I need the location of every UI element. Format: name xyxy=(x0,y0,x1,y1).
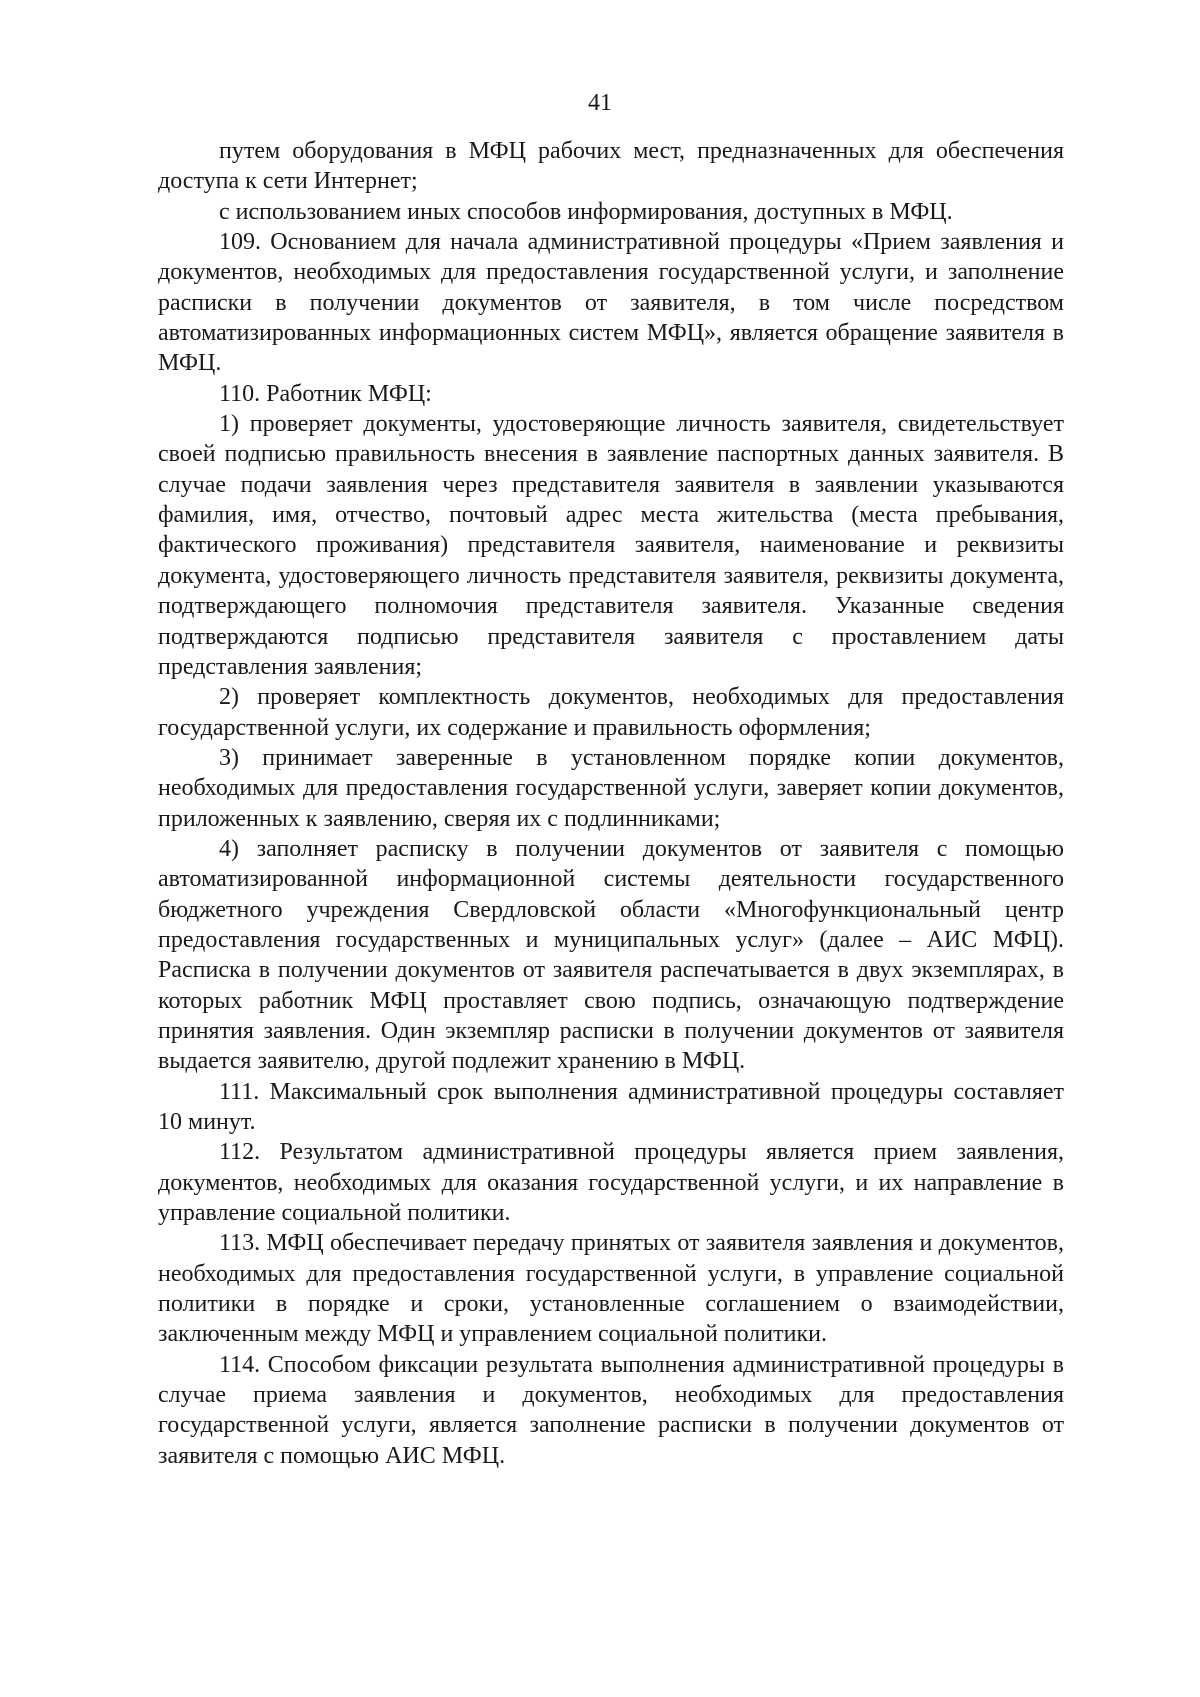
paragraph-112: 112. Результатом административной процедуры является прием заявления, документов, необходимых для оказания государственной услуги, и их направление в управление социальной политики. xyxy=(158,1139,1064,1227)
paragraph-111: 111. Максимальный срок выполнения административной процедуры составляет 10 минут. xyxy=(158,1078,1064,1135)
paragraph-114: 114. Способом фиксации результата выполнения административной процедуры в случае приема заявления и документов, необходимых для предоставления государственной услуги, является заполнение расписки в получении документов от заявителя с помощью АИС МФЦ. xyxy=(158,1351,1064,1469)
paragraph-110: 110. Работник МФЦ: xyxy=(219,380,432,407)
paragraph-109: 109. Основанием для начала административной процедуры «Прием заявления и документов, необходимых для предоставления государственной услуги, и заполнение расписки в получении документов от заявителя, в том числе посредством автоматизированных информационных систем МФЦ», является обращение заявителя в МФЦ. xyxy=(158,229,1064,377)
paragraph-110-item-1: 1) проверяет документы, удостоверяющие личность заявителя, свидетельствует своей подписью правильность внесения в заявление паспортных данных заявителя. В случае подачи заявления через представителя заявителя в заявлении указываются фамилия, имя, отчество, почтовый адрес места жительства (места пребывания, фактического проживания) представителя заявителя, наименование и реквизиты документа, удостоверяющего личность представителя заявителя, реквизиты документа, подтверждающего полномочия представителя заявителя. Указанные сведения подтверждаются подписью представителя заявителя с проставлением даты представления заявления; xyxy=(158,411,1064,680)
paragraph-110-item-4: 4) заполняет расписку в получении документов от заявителя с помощью автоматизированной информационной системы деятельности государственного бюджетного учреждения Свердловской области «Многофункциональный центр предоставления государственных и муниципальных услуг» (далее – АИС МФЦ). Расписка в получении документов от заявителя распечатывается в двух экземплярах, в которых работник МФЦ проставляет свою подпись, означающую подтверждение принятия заявления. Один экземпляр расписки в получении документов от заявителя выдается заявителю, другой подлежит хранению в МФЦ. xyxy=(158,835,1064,1075)
paragraph-113: 113. МФЦ обеспечивает передачу принятых от заявителя заявления и документов, необходимых для предоставления государственной услуги, в управление социальной политики в порядке и сроки, установленные соглашением о взаимодействии, заключенным между МФЦ и управлением социальной политики. xyxy=(158,1230,1064,1348)
page-number: 41 xyxy=(588,90,612,116)
paragraph-internet-access: путем оборудования в МФЦ рабочих мест, предназначенных для обеспечения доступа к сети Интернет; xyxy=(158,138,1064,195)
paragraph-110-item-3: 3) принимает заверенные в установленном порядке копии документов, необходимых для предоставления государственной услуги, заверяет копии документов, приложенных к заявлению, сверяя их с подлинниками; xyxy=(158,744,1064,832)
paragraph-110-item-2: 2) проверяет комплектность документов, необходимых для предоставления государственной услуги, их содержание и правильность оформления; xyxy=(158,684,1064,741)
paragraph-other-methods: с использованием иных способов информирования, доступных в МФЦ. xyxy=(219,198,953,225)
document-body xyxy=(158,136,1064,1471)
